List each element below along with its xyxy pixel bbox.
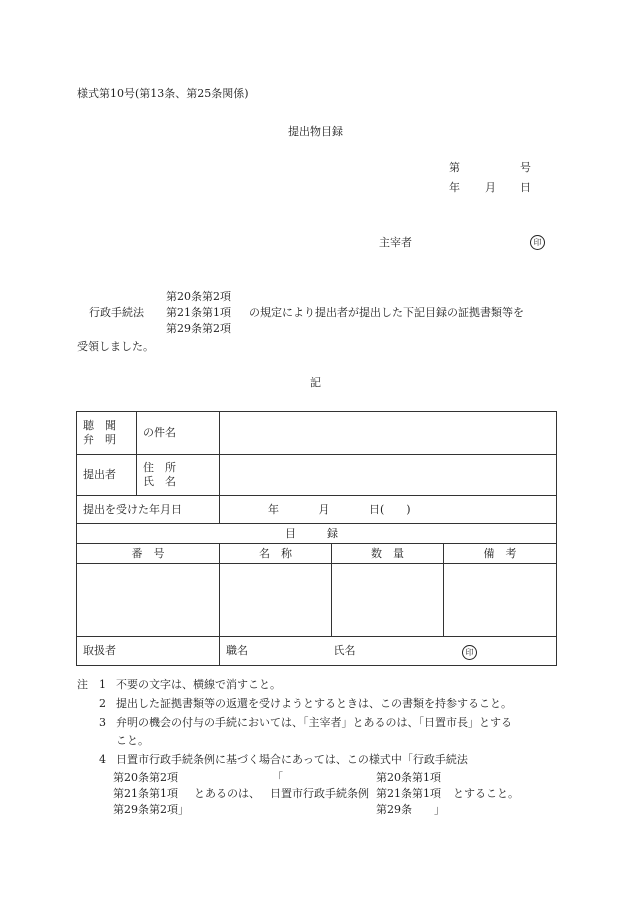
received-day: 日( ) xyxy=(369,502,411,516)
note-1-text: 不要の文字は、横線で消すこと。 xyxy=(116,678,281,691)
case-label: の件名 xyxy=(137,412,220,455)
presider-seal-icon: 印 xyxy=(530,235,545,250)
note-3-text-cont: こと。 xyxy=(116,734,149,747)
note-2-text: 提出した証拠書類等の返還を受けようとするときは、この書類を持参すること。 xyxy=(116,697,512,710)
law-article-2: 第21条第1項 xyxy=(166,306,231,319)
form-number: 様式第10号(第13条、第25条関係) xyxy=(77,87,249,100)
note-4-left-article-2: 第21条第1項 xyxy=(113,787,178,800)
submission-table xyxy=(76,411,557,666)
note-4-right-article-3: 第29条 xyxy=(376,803,412,816)
note-4-right-article-1: 第20条第1項 xyxy=(376,771,441,784)
doc-date-month: 月 xyxy=(485,181,496,194)
note-1-number: 1 xyxy=(99,678,106,691)
hearing-type-cell xyxy=(77,412,137,455)
received-year: 年 xyxy=(268,502,279,516)
law-article-3: 第29条第2項 xyxy=(166,322,231,335)
address-name-labels xyxy=(137,455,220,496)
law-article-1: 第20条第2項 xyxy=(166,290,231,303)
received-date-field[interactable] xyxy=(220,496,557,524)
doc-number-suffix: 号 xyxy=(520,161,531,174)
hearing-label: 聴 聞 xyxy=(83,419,116,432)
handler-seal-icon: 印 xyxy=(462,645,477,660)
note-4-open-quote: 「 xyxy=(272,771,283,784)
column-header-remarks: 備 考 xyxy=(444,544,557,564)
note-2-number: 2 xyxy=(99,697,106,710)
address-label: 住 所 xyxy=(143,461,176,474)
note-4-ordinance: 日置市行政手続条例 xyxy=(270,787,369,800)
received-month: 月 xyxy=(318,502,330,516)
note-3-text: 弁明の機会の付与の手続においては、「主宰者」とあるのは、「日置市長」とする xyxy=(116,716,512,729)
notes-prefix: 注 xyxy=(77,678,88,691)
row-name-cell[interactable] xyxy=(220,564,332,637)
explanation-label: 弁 明 xyxy=(83,433,116,446)
note-4-text: 日置市行政手続条例に基づく場合にあっては、この様式中「行政手続法 xyxy=(116,753,468,766)
column-header-number: 番 号 xyxy=(77,544,220,564)
submitter-info-field[interactable] xyxy=(220,455,557,496)
handler-name-label: 氏名 xyxy=(333,643,356,657)
name-label: 氏 名 xyxy=(143,475,176,488)
doc-number-prefix: 第 xyxy=(449,161,460,174)
statement-text-line2: 受領しました。 xyxy=(77,340,154,353)
note-4-ending: とすること。 xyxy=(453,787,519,800)
doc-date-day: 日 xyxy=(520,181,531,194)
ki-heading: 記 xyxy=(310,376,321,389)
note-4-connector: とあるのは、 xyxy=(194,787,260,800)
catalog-heading: 目 録 xyxy=(77,524,557,544)
note-4-left-article-3: 第29条第2項」 xyxy=(113,803,189,816)
row-quantity-cell[interactable] xyxy=(332,564,444,637)
doc-date-year: 年 xyxy=(449,181,460,194)
note-4-number: 4 xyxy=(99,753,106,766)
handler-label: 取扱者 xyxy=(77,637,220,666)
note-4-left-article-1: 第20条第2項 xyxy=(113,771,178,784)
case-name-field[interactable] xyxy=(220,412,557,455)
received-date-label: 提出を受けた年月日 xyxy=(77,496,220,524)
submitter-label: 提出者 xyxy=(77,455,137,496)
column-header-name: 名 称 xyxy=(220,544,332,564)
document-title: 提出物目録 xyxy=(288,125,343,138)
row-number-cell[interactable] xyxy=(77,564,220,637)
note-4-close-quote: 」 xyxy=(434,803,445,816)
table-row xyxy=(77,564,557,637)
statement-text: の規定により提出者が提出した下記目録の証拠書類等を xyxy=(249,306,524,319)
row-remarks-cell[interactable] xyxy=(444,564,557,637)
position-label: 職名 xyxy=(226,643,248,657)
handler-field[interactable] xyxy=(220,637,557,666)
column-header-quantity: 数 量 xyxy=(332,544,444,564)
law-name: 行政手続法 xyxy=(89,306,144,319)
presider-label: 主宰者 xyxy=(379,236,412,249)
note-3-number: 3 xyxy=(99,716,106,729)
note-4-right-article-2: 第21条第1項 xyxy=(376,787,441,800)
